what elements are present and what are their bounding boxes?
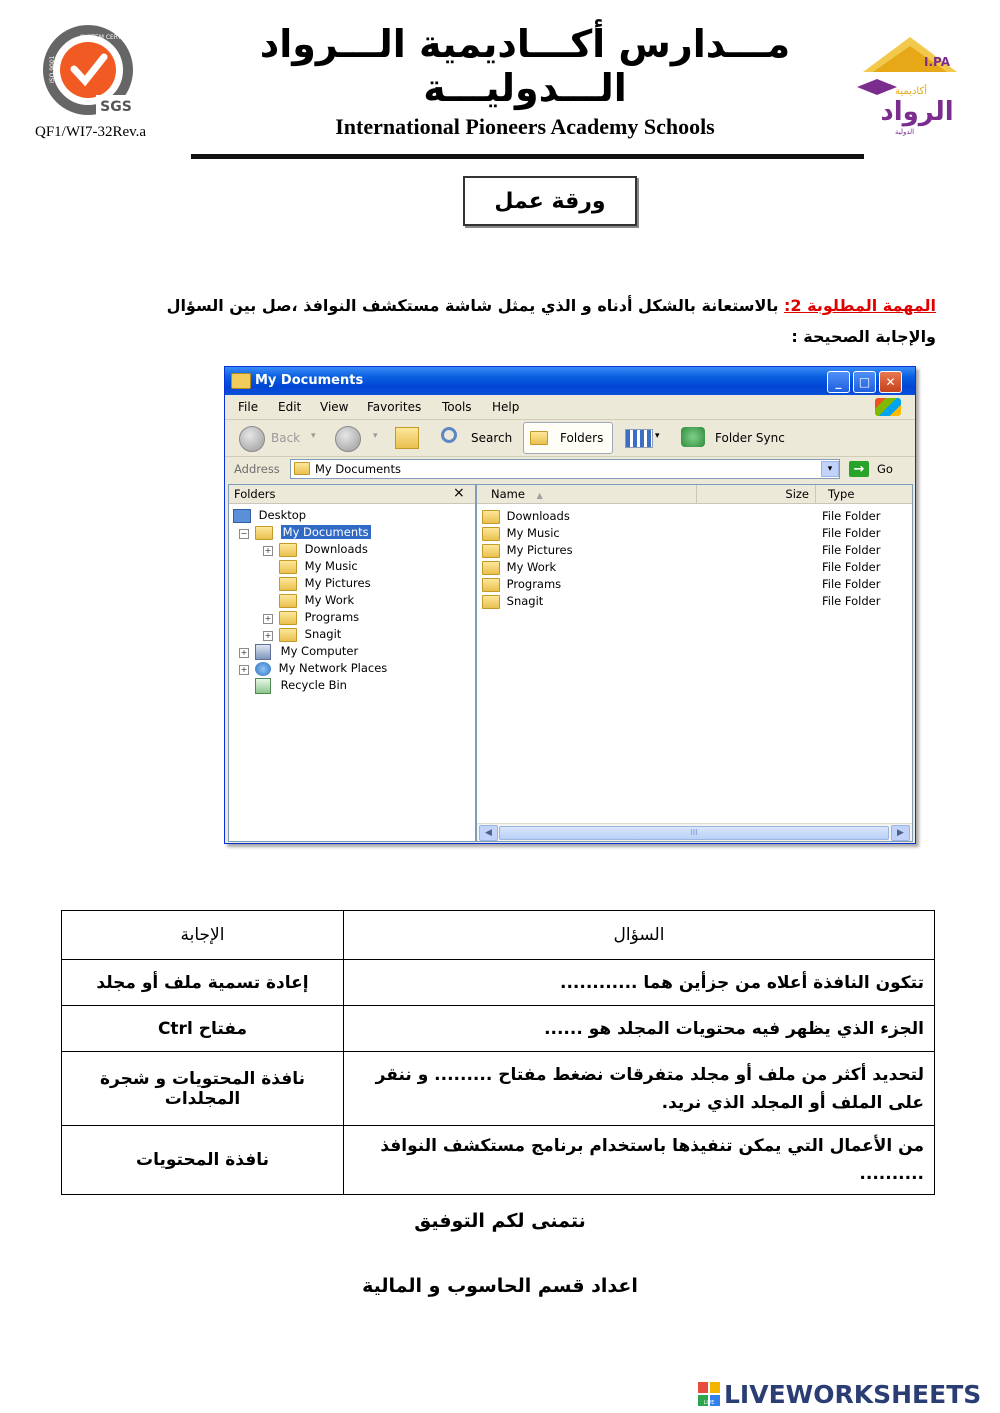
folder-icon bbox=[482, 578, 500, 592]
address-label: Address bbox=[234, 462, 280, 476]
back-button-label[interactable]: Back bbox=[271, 431, 301, 445]
tree-label: Desktop bbox=[258, 508, 307, 522]
task-text: بالاستعانة بالشكل أدناه و الذي يمثل شاشة مستكشف النوافذ ،صل بين السؤال والإجابة الصحيحة : bbox=[166, 296, 936, 346]
computer-icon bbox=[255, 644, 271, 660]
desktop-icon bbox=[233, 509, 251, 523]
answer-cell[interactable]: نافذة المحتويات bbox=[62, 1126, 344, 1195]
folder-icon bbox=[482, 595, 500, 609]
sgs-ring-text: SYSTEM CERTIFICATION bbox=[80, 34, 151, 41]
table-row bbox=[62, 1126, 935, 1195]
expand-icon[interactable]: + bbox=[264, 614, 272, 623]
list-item[interactable] bbox=[482, 542, 573, 559]
menu-file[interactable]: File bbox=[238, 400, 259, 414]
prepared-by: اعداد قسم الحاسوب و المالية bbox=[362, 1275, 638, 1297]
question-cell: لتحديد أكثر من ملف أو مجلد متفرقات نضغط مفتاح ......... و ننقر على الملف أو المجلد الذي نريد. bbox=[344, 1052, 935, 1126]
folders-tree-pane bbox=[228, 484, 476, 842]
table-row bbox=[62, 960, 935, 1006]
address-dropdown-icon[interactable]: ▾ bbox=[821, 461, 839, 477]
worksheet-title: ورقة عمل bbox=[463, 176, 637, 226]
scroll-right-icon[interactable]: ▶ bbox=[891, 825, 910, 841]
list-item[interactable] bbox=[482, 593, 543, 610]
question-header: السؤال bbox=[344, 911, 935, 960]
expand-icon[interactable]: + bbox=[264, 546, 272, 555]
close-button[interactable]: ✕ bbox=[879, 371, 902, 393]
ipa-academy-logo bbox=[855, 32, 965, 140]
closing-wish: نتمنى لكم التوفيق bbox=[414, 1210, 586, 1232]
pictures-folder-icon bbox=[482, 544, 500, 558]
ipa-ar-small: أكاديمية bbox=[895, 86, 927, 97]
expand-icon[interactable]: + bbox=[264, 631, 272, 640]
ipa-abbrev: I.PA bbox=[923, 55, 951, 69]
address-bar bbox=[225, 456, 915, 482]
back-dropdown-icon[interactable]: ▾ bbox=[311, 431, 316, 441]
search-button-label[interactable]: Search bbox=[471, 431, 513, 445]
school-name-arabic: مـــدارس أكـــاديمية الـــرواد الـــدوليـــة bbox=[259, 22, 791, 110]
folders-button[interactable] bbox=[523, 422, 613, 454]
forward-arrow-icon[interactable] bbox=[335, 426, 361, 452]
explorer-window bbox=[224, 366, 916, 844]
file-name: My Work bbox=[506, 560, 557, 574]
tree-label: Snagit bbox=[304, 627, 342, 641]
task-instruction bbox=[110, 290, 936, 352]
folder-icon bbox=[279, 594, 297, 608]
sgs-certification-logo bbox=[40, 25, 151, 120]
answer-cell[interactable]: مفتاح Ctrl bbox=[62, 1006, 344, 1052]
answer-header: الإجابة bbox=[62, 911, 344, 960]
expand-icon[interactable]: + bbox=[240, 648, 248, 657]
table-header-row bbox=[62, 911, 935, 960]
file-type: File Folder bbox=[822, 577, 881, 591]
tree-item-desktop[interactable] bbox=[233, 507, 306, 524]
tree-label: Downloads bbox=[304, 542, 368, 556]
sort-ascending-icon: ▲ bbox=[536, 491, 543, 500]
table-row bbox=[62, 1006, 935, 1052]
iso-ring-text: ISO 9001 bbox=[49, 55, 56, 83]
answer-cell[interactable]: إعادة تسمية ملف أو مجلد bbox=[62, 960, 344, 1006]
forward-dropdown-icon[interactable]: ▾ bbox=[373, 431, 378, 441]
column-label: Type bbox=[828, 487, 855, 501]
folder-icon bbox=[231, 373, 251, 389]
views-dropdown-icon[interactable]: ▾ bbox=[655, 431, 660, 441]
tree-item-downloads[interactable] bbox=[279, 541, 368, 558]
folder-sync-icon[interactable] bbox=[681, 427, 705, 447]
close-pane-icon[interactable]: × bbox=[453, 485, 465, 501]
tree-item-snagit[interactable] bbox=[279, 626, 341, 643]
tree-item-programs[interactable] bbox=[279, 609, 359, 626]
folders-pane-header bbox=[229, 485, 475, 504]
file-name: My Music bbox=[506, 526, 560, 540]
folders-pane-title: Folders bbox=[234, 487, 276, 501]
answer-cell[interactable]: نافذة المحتويات و شجرة المجلدات bbox=[62, 1052, 344, 1126]
my-documents-icon bbox=[255, 526, 273, 540]
file-name: My Pictures bbox=[506, 543, 573, 557]
liveworksheets-logo-icon bbox=[698, 1382, 720, 1406]
scroll-grip: III bbox=[690, 828, 698, 837]
contents-pane bbox=[476, 484, 913, 842]
menu-bar bbox=[225, 396, 915, 418]
column-header-name[interactable] bbox=[477, 485, 697, 504]
windows-flag-icon bbox=[875, 398, 901, 416]
column-label: Name bbox=[491, 487, 525, 501]
tree-label: My Work bbox=[304, 593, 355, 607]
address-input[interactable] bbox=[290, 459, 840, 479]
liveworksheets-watermark[interactable]: LIVEWORKSHEETS bbox=[724, 1380, 982, 1409]
tree-item-my-network-places[interactable] bbox=[255, 660, 387, 677]
ipa-ar-big: الرواد bbox=[880, 97, 954, 127]
scroll-left-icon[interactable]: ◀ bbox=[479, 825, 498, 841]
tree-item-my-computer[interactable] bbox=[255, 643, 358, 660]
tree-label: My Computer bbox=[280, 644, 359, 658]
list-item[interactable] bbox=[482, 508, 570, 525]
tree-label: My Pictures bbox=[304, 576, 371, 590]
school-name-english: International Pioneers Academy Schools bbox=[335, 114, 715, 139]
tree-item-recycle-bin[interactable] bbox=[255, 677, 347, 694]
qa-table bbox=[61, 910, 935, 1195]
file-name: Programs bbox=[506, 577, 562, 591]
column-header-type[interactable] bbox=[816, 485, 912, 504]
folder-icon bbox=[482, 510, 500, 524]
menu-view[interactable]: View bbox=[320, 400, 349, 414]
file-type: File Folder bbox=[822, 594, 881, 608]
sgs-logo-text: SGS bbox=[100, 99, 132, 115]
folder-icon bbox=[279, 543, 297, 557]
document-code: QF1/WI7-32Rev.a bbox=[35, 124, 147, 140]
toolbar bbox=[225, 419, 915, 457]
folders-button-label: Folders bbox=[560, 431, 604, 445]
tree-label: My Music bbox=[304, 559, 358, 573]
question-cell: من الأعمال التي يمكن تنفيذها باستخدام برنامج مستكشف النوافذ .......... bbox=[344, 1126, 935, 1195]
network-icon bbox=[255, 662, 271, 676]
tree-item-my-work[interactable] bbox=[279, 592, 354, 609]
menu-edit[interactable]: Edit bbox=[278, 400, 302, 414]
menu-help[interactable]: Help bbox=[492, 400, 520, 414]
music-folder-icon bbox=[279, 560, 297, 574]
logo-icon-text: LIVE bbox=[703, 1400, 715, 1406]
file-type: File Folder bbox=[822, 560, 881, 574]
menu-favorites[interactable]: Favorites bbox=[367, 400, 422, 414]
folder-icon bbox=[279, 611, 297, 625]
up-folder-icon[interactable] bbox=[395, 427, 419, 449]
views-icon[interactable] bbox=[625, 429, 653, 448]
collapse-icon[interactable]: − bbox=[240, 529, 248, 538]
column-header-size[interactable] bbox=[697, 485, 816, 504]
music-folder-icon bbox=[482, 527, 500, 541]
tree-label: My Network Places bbox=[278, 661, 388, 675]
file-type: File Folder bbox=[822, 509, 881, 523]
table-row bbox=[62, 1052, 935, 1126]
go-arrow-icon[interactable]: → bbox=[849, 461, 869, 477]
menu-tools[interactable]: Tools bbox=[442, 400, 472, 414]
folder-sync-label[interactable]: Folder Sync bbox=[715, 431, 785, 445]
minimize-button[interactable]: _ bbox=[827, 371, 850, 393]
tree-item-my-documents[interactable] bbox=[255, 524, 371, 541]
list-item[interactable] bbox=[482, 559, 556, 576]
tree-label: Programs bbox=[304, 610, 360, 624]
pictures-folder-icon bbox=[279, 577, 297, 591]
tree-item-my-pictures[interactable] bbox=[279, 575, 371, 592]
file-type: File Folder bbox=[822, 543, 881, 557]
maximize-button[interactable]: □ bbox=[853, 371, 876, 393]
file-name: Downloads bbox=[506, 509, 570, 523]
folders-icon bbox=[530, 431, 548, 445]
scrollbar-thumb[interactable] bbox=[499, 826, 889, 840]
recycle-bin-icon bbox=[255, 678, 271, 694]
tree-label: Recycle Bin bbox=[280, 678, 347, 692]
list-item[interactable] bbox=[482, 525, 560, 542]
window-title: My Documents bbox=[255, 373, 364, 388]
file-type: File Folder bbox=[822, 526, 881, 540]
list-item[interactable] bbox=[482, 576, 561, 593]
file-name: Snagit bbox=[506, 594, 544, 608]
question-cell: تتكون النافذة أعلاه من جزأين هما ............ bbox=[344, 960, 935, 1006]
folder-icon bbox=[279, 628, 297, 642]
expand-icon[interactable]: + bbox=[240, 665, 248, 674]
question-cell: الجزء الذي يظهر فيه محتويات المجلد هو ...... bbox=[344, 1006, 935, 1052]
header-divider bbox=[191, 154, 864, 159]
column-label: Size bbox=[785, 487, 809, 501]
folder-icon bbox=[482, 561, 500, 575]
tree-label: My Documents bbox=[282, 525, 369, 539]
address-folder-icon bbox=[294, 462, 310, 475]
back-arrow-icon[interactable] bbox=[239, 426, 265, 452]
address-value: My Documents bbox=[315, 462, 401, 476]
horizontal-scrollbar[interactable] bbox=[477, 823, 912, 841]
search-icon[interactable] bbox=[441, 427, 457, 443]
tree-item-my-music[interactable] bbox=[279, 558, 358, 575]
go-button-label[interactable]: Go bbox=[877, 462, 893, 476]
task-label: المهمة المطلوبة 2: bbox=[784, 296, 936, 315]
window-titlebar bbox=[225, 367, 915, 395]
ipa-ar-tag: الدولية bbox=[895, 128, 915, 136]
